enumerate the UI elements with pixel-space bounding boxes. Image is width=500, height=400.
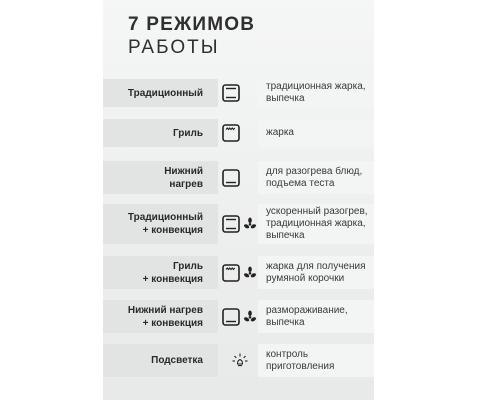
mode-label: Гриль [172,127,203,139]
mode-icons [222,79,258,107]
mode-description-box [258,204,374,244]
background-panel [103,0,374,400]
mode-description-box [258,161,374,194]
mode-description: контроль приготовления [266,348,335,372]
mode-icons [222,161,258,194]
mode-label: Традиционный + конвекция [127,212,203,236]
mode-description: жарка [266,127,294,138]
oven-traditional-icon [222,84,240,102]
mode-label-box [103,256,218,289]
mode-label-box [103,344,218,377]
mode-label-box [103,79,218,107]
oven-bottom-heat-icon [222,169,240,187]
title-line-2: РАБОТЫ [128,37,220,58]
oven-bottom-heat-icon [222,308,240,326]
mode-label-box [103,300,218,333]
oven-grill-icon [222,264,240,282]
fan-icon [243,266,257,280]
mode-label-box [103,119,218,147]
oven-grill-icon [222,124,240,142]
fan-icon [243,217,257,231]
mode-icons [222,119,258,147]
mode-description: для разогрева блюд, подъема теста [266,165,363,189]
mode-icons [222,344,258,377]
mode-description: традиционная жарка, выпечка [266,81,366,104]
mode-description: жарка для получения румяной корочки [266,260,366,284]
mode-label: Нижний нагрев + конвекция [127,304,203,329]
mode-description-box [258,344,374,377]
mode-description-box [258,79,374,107]
mode-description: размораживание, выпечка [266,304,348,328]
mode-label: Традиционный [127,87,203,99]
mode-label-box [103,204,218,244]
mode-description: ускоренный разогрев, традиционная жарка, выпечка [266,206,368,241]
fan-icon [243,310,257,324]
mode-description-box [258,119,374,147]
mode-label-box [103,161,218,194]
mode-description-box [258,256,374,289]
mode-label: Гриль + конвекция [142,260,203,285]
mode-icons [222,256,258,289]
mode-label: Подсветка [151,355,203,366]
lamp-icon [230,351,250,371]
mode-icons [222,204,258,244]
mode-label: Нижний нагрев [164,165,203,190]
mode-description-box [258,300,374,333]
page-title [128,14,255,60]
mode-icons [222,300,258,333]
title-line-1: 7 РЕЖИМОВ [128,14,256,35]
oven-traditional-icon [222,215,240,233]
